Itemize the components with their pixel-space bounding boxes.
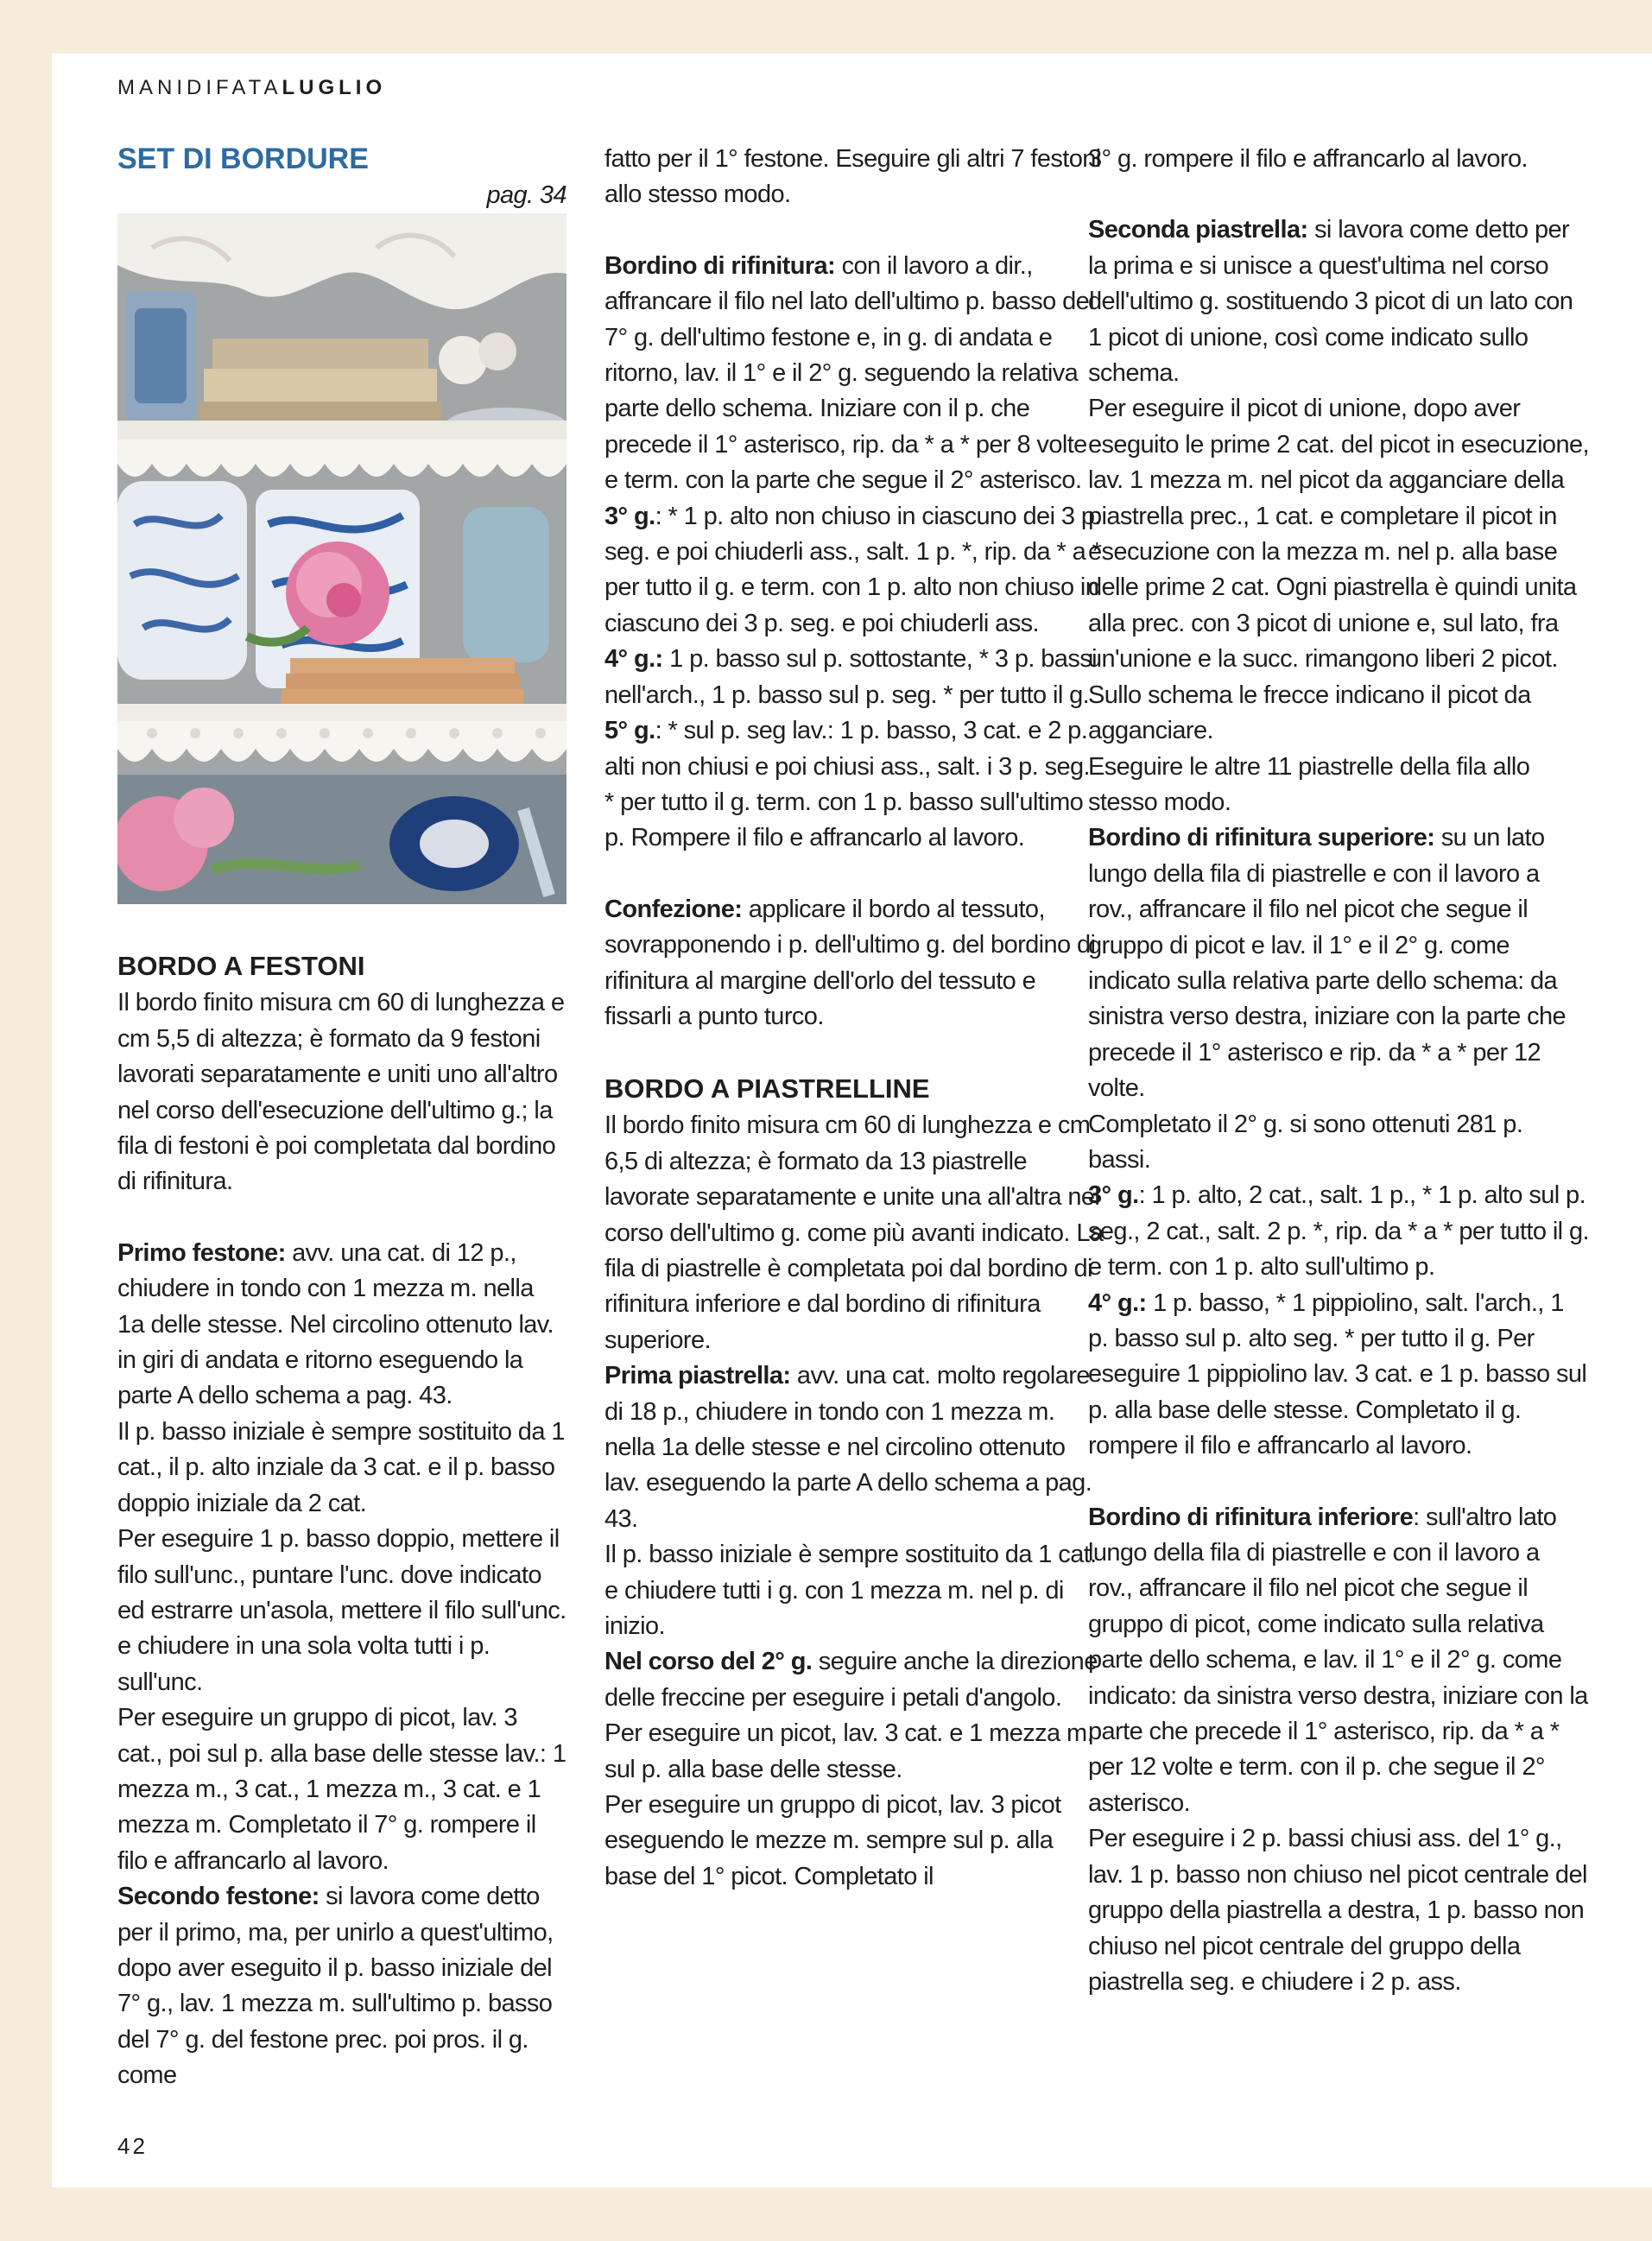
- sup-label: Bordino di rifinitura superiore:: [1088, 824, 1435, 852]
- column-2: [604, 142, 1105, 1895]
- secondo-festone-text-c1: si lavora come detto per il primo, ma, per unirlo a quest'ultimo, dopo aver eseguito il p. basso iniziale del 7° g., lav. 1 mezza m. sull'ultimo p. basso del 7° g. del festone prec. poi pros. il g. come: [117, 1883, 554, 2090]
- magazine-name: MANIDIFATA: [117, 76, 282, 99]
- festoni-round-4: [604, 642, 1105, 713]
- prima-piastrella-text: avv. una cat. molto regolare di 18 p., chiudere in tondo con 1 mezza m. nella 1a delle stesse e nel circolino ottenuto lav. eseguendo la parte A dello schema a pag. 43.: [604, 1362, 1092, 1533]
- confezione-label: Confezione:: [604, 895, 743, 923]
- piastrelline-title: BORDO A PIASTRELLINE: [604, 1073, 930, 1105]
- picot-unione: Per eseguire il picot di unione, dopo aver eseguito le prime 2 cat. del picot in esecuzione, lav. 1 mezza m. nel picot da agganciare della piastrella prec., 1 cat. e completare il picot in esecuzione con la mezza m. nel p. alla base delle prime 2 cat. Ogni piastrella è quindi unita alla prec. con 3 picot di unione e, sul lato, fra un'unione e la succ. rimangono liberi 2 picot.: [1088, 395, 1589, 674]
- seconda-piastrella-text: si lavora come detto per la prima e si unisce a quest'ultima nel corso dell'ultimo g. sostituendo 3 picot di un lato con 1 picot di unione, così come indicato sullo schema.: [1088, 216, 1573, 388]
- confezione: [604, 892, 1105, 1035]
- nel-corso: [604, 1644, 1105, 1716]
- inf-label: Bordino di rifinitura inferiore: [1088, 1503, 1414, 1531]
- bassi-chiusi: Per eseguire i 2 p. bassi chiusi ass. del 1° g., lav. 1 p. basso non chiuso nel picot centrale del gruppo della piastrella a destra, 1 p. basso non chiuso nel picot centrale del gruppo della piastrella seg. e chiudere i 2 p. ass.: [1088, 1825, 1587, 1996]
- bordino-superiore: [1088, 820, 1589, 1106]
- sup-text: su un lato lungo della fila di piastrelle e con il lavoro a rov., affrancare il filo nel picot che segue il gruppo di picot e lav. il 1° e il 2° g. come indicato sulla relativa parte dello schema: da sinistra verso destra, iniziare con la parte che precede il 1° asterisco e rip. da * a * per 12 volte.: [1088, 824, 1567, 1103]
- column-1: [117, 140, 566, 2094]
- festoni-g5-label: 5° g.: [604, 717, 655, 745]
- page-number: 42: [117, 2133, 148, 2159]
- festoni-g4-label: 4° g.:: [604, 645, 663, 674]
- piastr-round-4: [1088, 1286, 1589, 1465]
- inf-text: : sull'altro lato lungo della fila di piastrelle e con il lavoro a rov., affrancare il filo nel picot che segue il gruppo di picot, come indicato sulla relativa parte dello schema, e lav. il 1° e il 2° g. come indicato: da sinistra verso destra, iniziare con la parte che precede il 1° asterisco, rip. da * a * per 12 volte e term. con il p. che segue il 2° asterisco.: [1088, 1503, 1588, 1817]
- prima-piastrella: [604, 1358, 1105, 1537]
- primo-festone-text: avv. una cat. di 12 p., chiudere in tondo con 1 mezza m. nella 1a delle stesse. Nel circolino ottenuto lav. in giri di andata e ritorno eseguendo la parte A dello schema a pag. 43.: [117, 1238, 554, 1410]
- primo-festone: [117, 1236, 566, 1415]
- festoni-title: BORDO A FESTONI: [117, 951, 365, 982]
- lace-shelf-photo: [117, 213, 566, 904]
- festoni-g4-text: 1 p. basso sul p. sottostante, * 3 p. bassi nell'arch., 1 p. basso sul p. seg. * per tutto il g.: [604, 645, 1097, 709]
- primo-festone-label: Primo festone:: [117, 1238, 286, 1267]
- set-title: SET DI BORDURE: [117, 142, 369, 175]
- secondo-festone-start: [117, 1879, 566, 2093]
- seconda-piastrella-label: Seconda piastrella:: [1088, 216, 1308, 244]
- piastr-g3-text: : 1 p. alto, 2 cat., salt. 1 p., * 1 p. alto sul p. seg., 2 cat., salt. 2 p. *, rip. da * a * per tutto il g. e term. con 1 p. alto sull'ultimo p.: [1088, 1181, 1589, 1282]
- issue-month: LUGLIO: [282, 76, 387, 99]
- secondo-festone-label: Secondo festone:: [117, 1883, 320, 1911]
- prima-piastrella-label: Prima piastrella:: [604, 1362, 791, 1390]
- festoni-round-5: [604, 713, 1105, 857]
- piastr-g4-text: 1 p. basso, * 1 pippiolino, salt. l'arch., 1 p. basso sul p. alto seg. * per tutto il g. Per eseguire 1 pippiolino lav. 3 cat. e 1 p. basso sul p. alla base delle stesse. Completato il g. rompere il filo e affrancarlo al lavoro.: [1088, 1288, 1587, 1460]
- festoni-g3-label: 3° g.: [604, 502, 655, 530]
- p-basso-iniziale: Il p. basso iniziale è sempre sostituito da 1 cat., il p. alto inziale da 3 cat. e il p. basso doppio iniziale da 2 cat.: [117, 1417, 565, 1517]
- piastr-gruppo-picot-c3: 3° g. rompere il filo e affrancarlo al lavoro.: [1088, 145, 1528, 173]
- bordino-text: con il lavoro a dir., affrancare il filo nel lato dell'ultimo p. basso del 7° g. dell'ultimo festone e, in g. di andata e ritorno, lav. il 1° e il 2° g. seguendo la relativa parte dello schema. Iniziare con il p. che precede il 1° asterisco, rip. da * a * per 8 volte e term. con la parte che segue il 2° asterisco.: [604, 251, 1095, 495]
- nel-corso-label: Nel corso del 2° g.: [604, 1648, 813, 1676]
- p-basso-doppio: Per eseguire 1 p. basso doppio, mettere il filo sull'unc., puntare l'unc. dove indicato ed estrarre un'asola, mettere il filo sull'unc. e chiudere in una sola volta tutti i p. sull'unc.: [117, 1525, 566, 1696]
- altre-piastrelle: Eseguire le altre 11 piastrelle della fila allo stesso modo.: [1088, 752, 1530, 816]
- page-reference: pag. 34: [486, 181, 566, 209]
- running-header: [117, 76, 386, 100]
- bordino-inferiore: [1088, 1500, 1589, 1822]
- confezione-text: applicare il bordo al tessuto, sovrapponendo i p. dell'ultimo g. del bordino di rifinitura al margine dell'orlo del tessuto e fissarli a punto turco.: [604, 895, 1096, 1030]
- festoni-round-3: [604, 499, 1105, 643]
- piastr-g4-label: 4° g.:: [1088, 1288, 1147, 1317]
- piastr-round-3: [1088, 1178, 1589, 1285]
- gruppo-picot: Per eseguire un gruppo di picot, lav. 3 cat., poi sul p. alla base delle stesse lav.: 1 mezza m., 3 cat., 1 mezza m., 3 cat. e 1 mezza m. Completato il 7° g. rompere il filo e affrancarlo al lavoro.: [117, 1704, 566, 1875]
- piastr-g3-label: 3° g.: [1088, 1181, 1139, 1210]
- photo-illustration: [117, 213, 566, 904]
- un-picot: Per eseguire un picot, lav. 3 cat. e 1 mezza m. sul p. alla base delle stesse.: [604, 1719, 1094, 1783]
- piastrelline-intro: Il bordo finito misura cm 60 di lunghezza e cm 6,5 di altezza; è formato da 13 piastrelle lavorate separatamente e unite una all'altra nel corso dell'ultimo g. come più avanti indicato. La fila di piastrelle è completata poi dal bordino di rifinitura inferiore e dal bordino di rifinitura superiore.: [604, 1111, 1104, 1354]
- bordino-label: Bordino di rifinitura:: [604, 251, 836, 280]
- piastr-gruppo-picot-c2: Per eseguire un gruppo di picot, lav. 3 picot eseguendo le mezze m. sempre sul p. alla base del 1° picot. Completato il: [604, 1791, 1061, 1890]
- column-3: [1088, 142, 1589, 2000]
- festoni-g5-text: : * sul p. seg lav.: 1 p. basso, 3 cat. e 2 p. alti non chiusi e poi chiusi ass., salt. i 3 p. seg. * per tutto il g. term. con 1 p. basso sull'ultimo p. Rompere il filo e affrancarlo al lavoro.: [604, 717, 1090, 852]
- seconda-piastrella: [1088, 212, 1589, 391]
- bordino-rifinitura: [604, 249, 1105, 499]
- nel-corso-text: seguire anche la direzione delle freccine per eseguire i petali d'angolo.: [604, 1648, 1098, 1712]
- festoni-g3-text: : * 1 p. alto non chiuso in ciascuno dei 3 p. seg. e poi chiuderli ass., salt. 1 p. *, rip. da * a * per tutto il g. e term. con 1 p. alto non chiuso in ciascuno dei 3 p. seg. e poi chiuderli ass.: [604, 502, 1102, 637]
- piastr-p-basso-iniziale: Il p. basso iniziale è sempre sostituito da 1 cat. e chiudere tutti i g. con 1 mezza m. nel p. di inizio.: [604, 1541, 1097, 1641]
- secondo-festone-continued: fatto per il 1° festone. Eseguire gli altri 7 festoni allo stesso modo.: [604, 145, 1101, 209]
- frecce: Sullo schema le frecce indicano il picot da agganciare.: [1088, 681, 1531, 745]
- page: [52, 54, 1652, 2187]
- festoni-intro: Il bordo finito misura cm 60 di lunghezza e cm 5,5 di altezza; è formato da 9 festoni lavorati separatamente e uniti uno all'altro nel corso dell'esecuzione dell'ultimo g.; la fila di festoni è poi completata dal bordino di rifinitura.: [117, 989, 565, 1196]
- completato: Completato il 2° g. si sono ottenuti 281 p. bassi.: [1088, 1110, 1523, 1174]
